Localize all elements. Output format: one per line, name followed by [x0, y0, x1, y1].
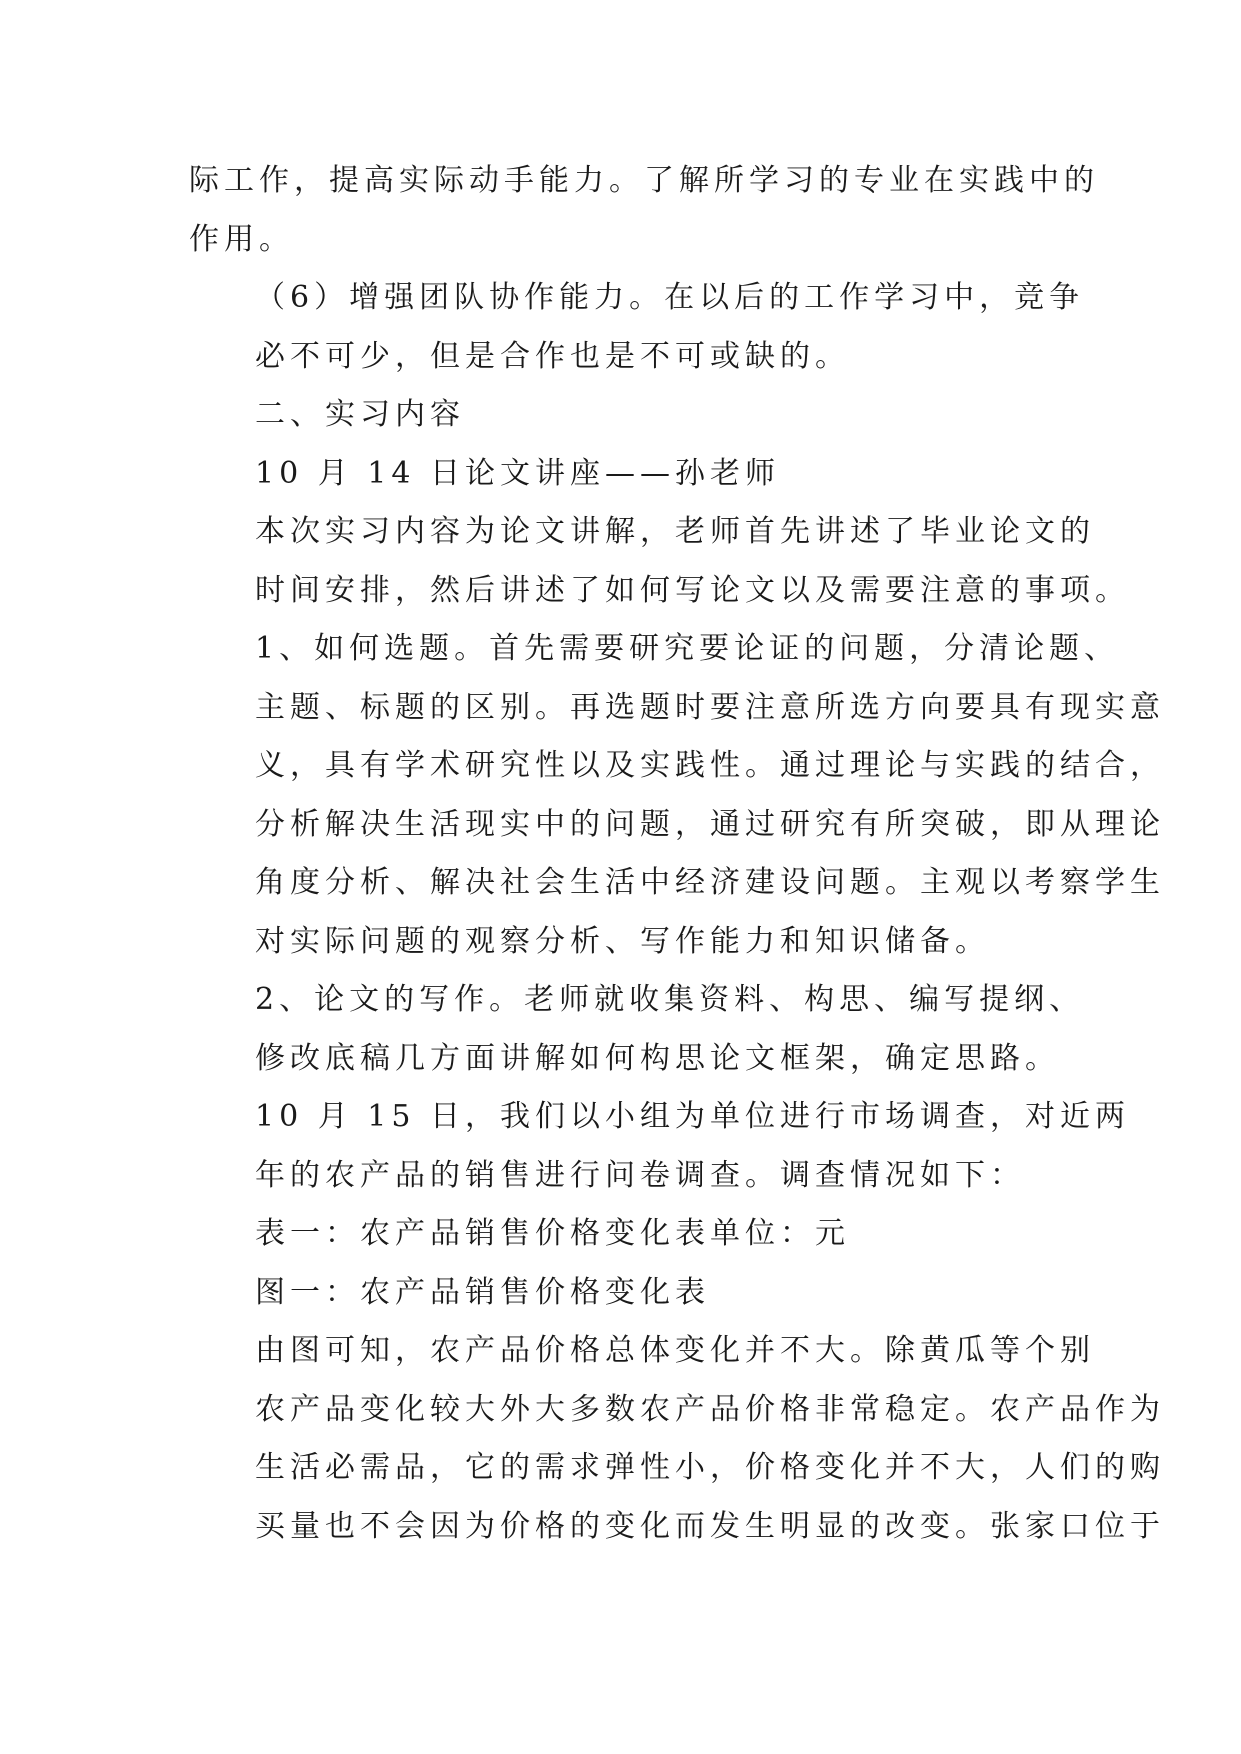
text-line: 义，具有学术研究性以及实践性。通过理论与实践的结合， [255, 748, 1165, 783]
paragraph [189, 1322, 1165, 1556]
text-line: 年的农产品的销售进行问卷调查。调查情况如下： [255, 1157, 1025, 1193]
text-line: 际工作，提高实际动手能力。了解所学习的专业在实践中的 [189, 163, 1099, 198]
document-body [189, 152, 1165, 1556]
text-line: 分析解决生活现实中的问题，通过研究有所突破，即从理论 [255, 806, 1165, 842]
paragraph [189, 1205, 1049, 1264]
text-line: 本次实习内容为论文讲解，老师首先讲述了毕业论文的 [255, 514, 1095, 549]
paragraph [189, 445, 1049, 504]
text-line: 农产品变化较大外大多数农产品价格非常稳定。农产品作为 [255, 1391, 1165, 1427]
text-line: 1、如何选题。首先需要研究要论证的问题，分清论题、 [255, 631, 1120, 666]
paragraph [189, 269, 1085, 386]
text-line: 2、论文的写作。老师就收集资料、构思、编写提纲、 [255, 982, 1085, 1017]
text-line: 作用。 [189, 221, 294, 257]
text-line: 角度分析、解决社会生活中经济建设问题。主观以考察学生 [255, 865, 1165, 900]
paragraph [189, 971, 1085, 1088]
paragraph [189, 152, 1099, 269]
paragraph [189, 503, 1130, 620]
text-line: 必不可少，但是合作也是不可或缺的。 [255, 338, 850, 374]
text-line: 主题、标题的区别。再选题时要注意所选方向要具有现实意 [255, 689, 1165, 725]
text-line: 10 月 15 日，我们以小组为单位进行市场调查，对近两 [255, 1099, 1130, 1134]
text-line: 二、实习内容 [255, 397, 465, 432]
text-line: 10 月 14 日论文讲座——孙老师 [255, 455, 780, 491]
text-line: 时间安排，然后讲述了如何写论文以及需要注意的事项。 [255, 572, 1130, 608]
text-line: 修改底稿几方面讲解如何构思论文框架，确定思路。 [255, 1040, 1060, 1076]
text-line: 表一：农产品销售价格变化表单位：元 [255, 1216, 850, 1251]
text-line: 图一：农产品销售价格变化表 [255, 1274, 710, 1310]
text-line: （6）增强团队协作能力。在以后的工作学习中，竞争 [255, 280, 1085, 315]
paragraph [189, 1088, 1130, 1205]
text-line: 由图可知，农产品价格总体变化并不大。除黄瓜等个别 [255, 1333, 1095, 1368]
text-line: 生活必需品，它的需求弹性小，价格变化并不大，人们的购 [255, 1450, 1165, 1485]
text-line: 买量也不会因为价格的变化而发生明显的改变。张家口位于 [255, 1508, 1165, 1544]
paragraph [189, 386, 1049, 445]
paragraph [189, 620, 1165, 971]
text-line: 对实际问题的观察分析、写作能力和知识储备。 [255, 923, 990, 959]
paragraph [189, 1264, 1049, 1323]
